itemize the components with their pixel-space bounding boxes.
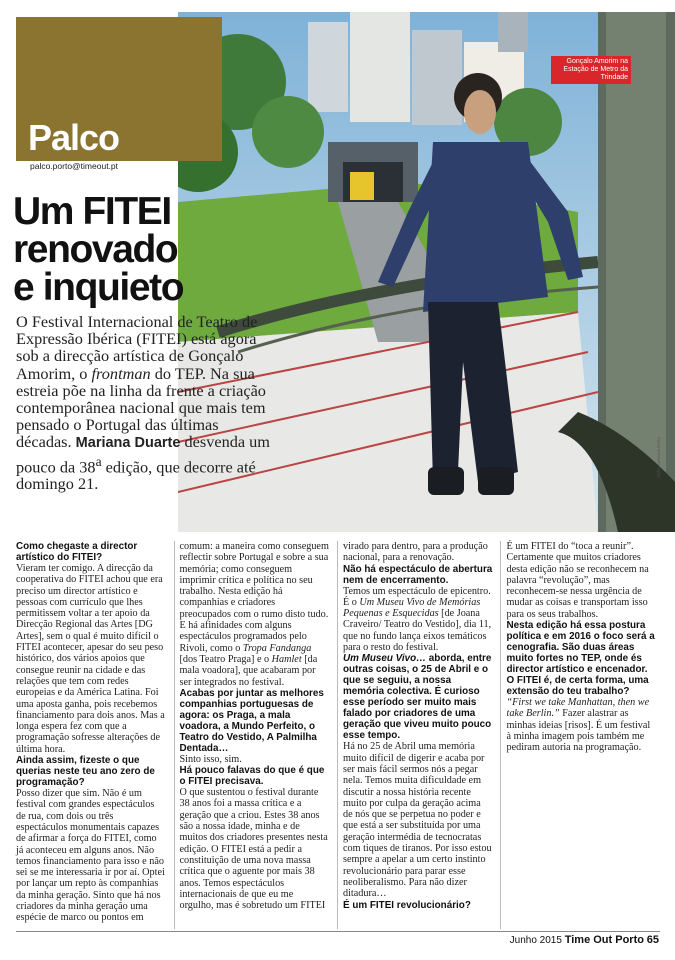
lede-outro-2: edição, que decorre até domingo 21.: [16, 457, 256, 494]
section-email: palco.porto@timeout.pt: [30, 161, 119, 171]
lede-intro-2: do TEP. Na sua estreia põe na linha da frente a criação contemporânea nacional que mais tem pensado o Portugal das últimas décadas.: [16, 363, 266, 452]
answer-text: [da mala voadora], que acabaram por ser integrados no festival.: [179, 653, 318, 688]
photo-credit: JOÃO SARAIVA ROSA: [656, 436, 661, 478]
lede-paragraph: [16, 313, 276, 492]
footer-brand: Time Out Porto: [564, 934, 644, 946]
question: É um FITEI revolucionário?: [343, 899, 471, 911]
headline-line-2: renovado: [13, 228, 178, 271]
answer-text: Fazer alastrar as minhas ideias [risos]. É um festival à minha imagem pois também me pediram autoria na programação.: [506, 708, 651, 754]
article-body: [16, 541, 656, 929]
question: Nesta edição há essa postura política e em 2016 o foco será a cenografia. São duas áreas muito fortes no TEP, onde és director artístico e encenador. O FITEI é, de certa forma, uma extensão do teu trabalho?: [506, 620, 655, 698]
question-title: Um Museu Vivo…: [343, 653, 427, 665]
question: [343, 653, 493, 741]
question: Há pouco falavas do que é que o FITEI precisava.: [179, 765, 325, 788]
answer-text: [dos Teatro Praga] e o: [179, 653, 272, 665]
answer: Vieram ter comigo. A direcção da cooperativa do FITEI achou que era preciso um director artístico e pessoas com currículo que lhes permitissem voltar a ter apoio da Direcção Regional das Artes [DG Artes], sem o qual é muito difícil o FITEI acontecer, apesar do seu peso histórico, dos vários apoios que consegue reunir na cidade e das relações que tem com redes europeias e da América Latina. Foi uma aposta ganha, pois recebemos financiamento para dois anos. Mas a longa espera fez com que a programação sofresse alterações de última hora.: [16, 563, 165, 755]
answer: [507, 697, 657, 753]
answer: O que sustentou o festival durante 38 anos foi a massa crítica e a geração que a criou. Estes 38 anos são a nossa idade, minha e de muitos dos criadores presentes nesta edição. O FITEI está a pedir a constituição de uma nova massa crítica que o aguente por mais 38 anos. Temos espectáculos internacionais de que eu me orgulho, mas é sobretudo um FITEI virado para dentro, para a produção nacional, para a renovação.: [179, 541, 488, 912]
answer-text: [de Joana Craveiro/ Teatro do Vestido], dia 11, que no fundo lança eixos temáticos para o resto do festival.: [343, 608, 492, 654]
page-footer: [510, 934, 659, 946]
headline-line-1: Um FITEI: [13, 190, 171, 233]
headline: [13, 190, 243, 309]
answer-quote: “First we take Manhattan, then we take Berlin.”: [506, 697, 650, 720]
footer-rule: [16, 931, 660, 932]
footer-date: Junho 2015: [509, 935, 562, 946]
section-title: Palco: [28, 117, 120, 158]
answer: [343, 586, 493, 654]
photo-caption: Gonçalo Amorim na Estação de Metro da Trindade: [551, 56, 631, 84]
question: Não há espectáculo de abertura nem de encerramento.: [343, 563, 493, 586]
answer: É um FITEI do “toca a reunir”. Certamente que muitos criadores desta edição não se reconhecem na palavra “revolução”, mas reconhecem-se nessa urgência de mudar as coisas e transportam isso para os seus trabalhos.: [506, 541, 649, 620]
answer-text: Posso dizer que sim. Não é um festival com grandes espectáculos de rua, com dois ou três espectáculos monumentais capazes de afirmar a força do FITEI, como já aconteceu em alguns anos. Não temos financiamento para isso e não sei se me interessaria ir por aí. Optei por lançar um repto às companhias da minha geração. Sinto que há nos criadores da minha geração uma espécie de marco ou pontos em comum: a maneira como conseguem reflectir sobre Portugal e sobre a sua memória; como conseguem imprimir crítica e política no seu trabalho. Nesta edição há companhias e criadores preocupados com o rumo disto tudo. E há afinidades com alguns espectáculos programados pelo Rivoli, como o: [16, 541, 329, 924]
answer: Há no 25 de Abril uma memória muito difícil de digerir e acaba por ser mais fácil sermos nós a pegar nela. Temos muita dificuldade em discutir a nossa história recente muito por culpa da geração acima de nós que se perpetua no poder e que está a ser substituída por uma geração intermédia de tecnocratas com tiques de tiranos. Por isso estou sempre a apelar a um certo instinto revolucionário para parar esse neoliberalismo. Para não dizer ditadura…: [343, 741, 492, 900]
answer-title: Tropa Fandanga: [242, 642, 312, 654]
byline-author: Mariana Duarte: [75, 435, 181, 452]
headline-line-3: e inquieto: [13, 266, 184, 309]
question: Ainda assim, fizeste o que querias neste teu ano zero de programação?: [16, 755, 155, 789]
answer-title: Um Museu Vivo de Memórias Pequenas e Esquecidas: [343, 596, 481, 620]
answer-title: Hamlet: [271, 653, 302, 665]
lede-outro: desvenda um pouco da 38: [16, 432, 270, 477]
section-box: [16, 17, 222, 171]
lede-ordinal: a: [95, 453, 102, 469]
question: Acabas por juntar as melhores companhias portuguesas de agora: os Praga, a mala voadora, a Mundo Perfeito, o Teatro do Vestido, A Palmilha Dentada…: [179, 687, 324, 754]
page-number: 65: [646, 934, 659, 946]
question-text: aborda, entre outras coisas, o 25 de Abril e o que se seguiu, a nossa memória colectiva. É curioso esse período ser muito mais falado por criadores de uma geração que viveu muito pouco esse tempo.: [343, 653, 492, 742]
question: Como chegaste a director artístico do FITEI?: [16, 541, 138, 563]
lede-frontman: frontman: [91, 363, 151, 383]
answer-text: Temos um espectáculo de epicentro. É o: [343, 585, 491, 608]
answer: Sinto isso, sim.: [179, 753, 242, 765]
lede-intro: O Festival Internacional de Teatro de Expressão Ibérica (FITEI) está agora sob a direcção artística de Gonçalo Amorim, o: [16, 312, 258, 383]
